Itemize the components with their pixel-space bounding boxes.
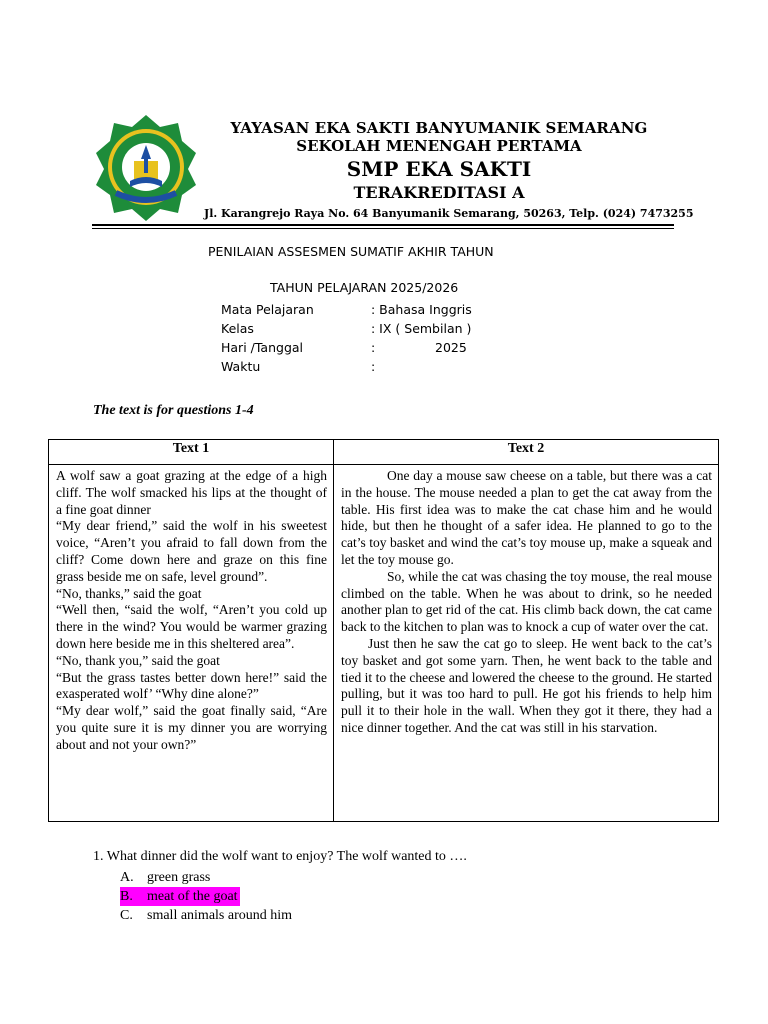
info-label: Kelas bbox=[221, 321, 254, 336]
option-letter: B. bbox=[120, 889, 133, 904]
text2-paragraph: So, while the cat was chasing the toy mouse, the real mouse climbed on the table. When he was about to drink, so he needed another plan to get rid of the cat. His climb back down, the cat came back to the kitchen to plan was to knock a cup of water over the cat. bbox=[341, 568, 712, 635]
letterhead-divider bbox=[92, 224, 674, 226]
text1-paragraph: “My dear friend,” said the wolf in his sweetest voice, “Aren’t you afraid to fall down from the cliff? Come down here and graze on this fine grass beside me on safe, level ground”. bbox=[56, 518, 327, 584]
info-label: Mata Pelajaran bbox=[221, 302, 314, 317]
letterhead-divider-thin bbox=[92, 228, 674, 229]
info-date-year: 2025 bbox=[435, 340, 467, 355]
info-value: : bbox=[371, 359, 376, 374]
text2-paragraph: Just then he saw the cat go to sleep. He went back to the cat’s toy basket and got some yarn. Then, he went back to the table and tied it to the cheese and lowered the cheese to the ground. He started pulling, but it was too hard to pull. He got his friends to help him pull it to their hole in the wall. When they got it there, they had a nice dinner together. And the cat was still in his starvation. bbox=[341, 635, 712, 735]
exam-title: PENILAIAN ASSESMEN SUMATIF AKHIR TAHUN bbox=[208, 244, 494, 259]
exam-year: TAHUN PELAJARAN 2025/2026 bbox=[270, 280, 459, 295]
school-name: SMP EKA SAKTI bbox=[346, 157, 532, 181]
table-header-row bbox=[49, 440, 719, 465]
info-value: : bbox=[371, 340, 376, 355]
option-b-highlighted[interactable] bbox=[120, 887, 240, 906]
school-emblem-icon bbox=[92, 112, 200, 222]
option-c[interactable] bbox=[120, 906, 292, 925]
option-a[interactable] bbox=[120, 868, 292, 887]
info-value: : IX ( Sembilan ) bbox=[371, 321, 472, 336]
text1-paragraph: “My dear wolf,” said the goat finally said, “Are you quite sure it is my dinner you are worrying about and not your own?” bbox=[56, 703, 327, 752]
option-text: green grass bbox=[147, 870, 211, 885]
school-address: Jl. Karangrejo Raya No. 64 Banyumanik Semarang, 50263, Telp. (024) 7473255 bbox=[204, 207, 694, 220]
foundation-name: YAYASAN EKA SAKTI BANYUMANIK SEMARANG bbox=[230, 119, 648, 137]
school-level: SEKOLAH MENENGAH PERTAMA bbox=[296, 137, 582, 155]
reading-texts-table bbox=[48, 439, 719, 822]
text2-paragraph: One day a mouse saw cheese on a table, but there was a cat in the house. The mouse needed a plan to get the cat away from the table. His first idea was to make the cat chase him and he would hide, but then he thought of a safer idea. He planned to go to the cat’s toy basket and wind the cat’s toy mouse up, make a squeak and let the toy mouse go. bbox=[341, 468, 712, 567]
question-1: 1. What dinner did the wolf want to enjoy? The wolf wanted to …. bbox=[93, 849, 467, 864]
info-value: : Bahasa Inggris bbox=[371, 302, 472, 317]
text1-paragraph: “But the grass tastes better down here!” said the exasperated wolf’ “Why dine alone?” bbox=[56, 669, 327, 702]
text1-paragraph: “No, thanks,” said the goat bbox=[56, 585, 202, 601]
text1-cell bbox=[49, 465, 334, 822]
letterhead bbox=[204, 118, 674, 204]
info-label: Waktu bbox=[221, 359, 261, 374]
option-text: small animals around him bbox=[147, 908, 293, 923]
option-letter: C. bbox=[120, 908, 133, 923]
reading-instruction: The text is for questions 1-4 bbox=[93, 403, 254, 418]
text1-paragraph: “Well then, “said the wolf, “Aren’t you cold up there in the wind? You would be warmer grazing down here beside me in this sheltered area”. bbox=[56, 602, 327, 651]
table-row bbox=[49, 465, 719, 822]
text1-paragraph: A wolf saw a goat grazing at the edge of a high cliff. The wolf smacked his lips at the thought of a fine goat dinner bbox=[56, 468, 327, 517]
info-label: Hari /Tanggal bbox=[221, 340, 304, 355]
text2-cell bbox=[334, 465, 719, 822]
text2-header: Text 2 bbox=[334, 440, 719, 465]
text1-header: Text 1 bbox=[49, 440, 334, 465]
question-1-options bbox=[120, 868, 292, 925]
accreditation: TERAKREDITASI A bbox=[353, 183, 525, 202]
text1-paragraph: “No, thank you,” said the goat bbox=[56, 652, 220, 668]
option-letter: A. bbox=[120, 870, 134, 885]
option-text: meat of the goat bbox=[147, 889, 238, 904]
